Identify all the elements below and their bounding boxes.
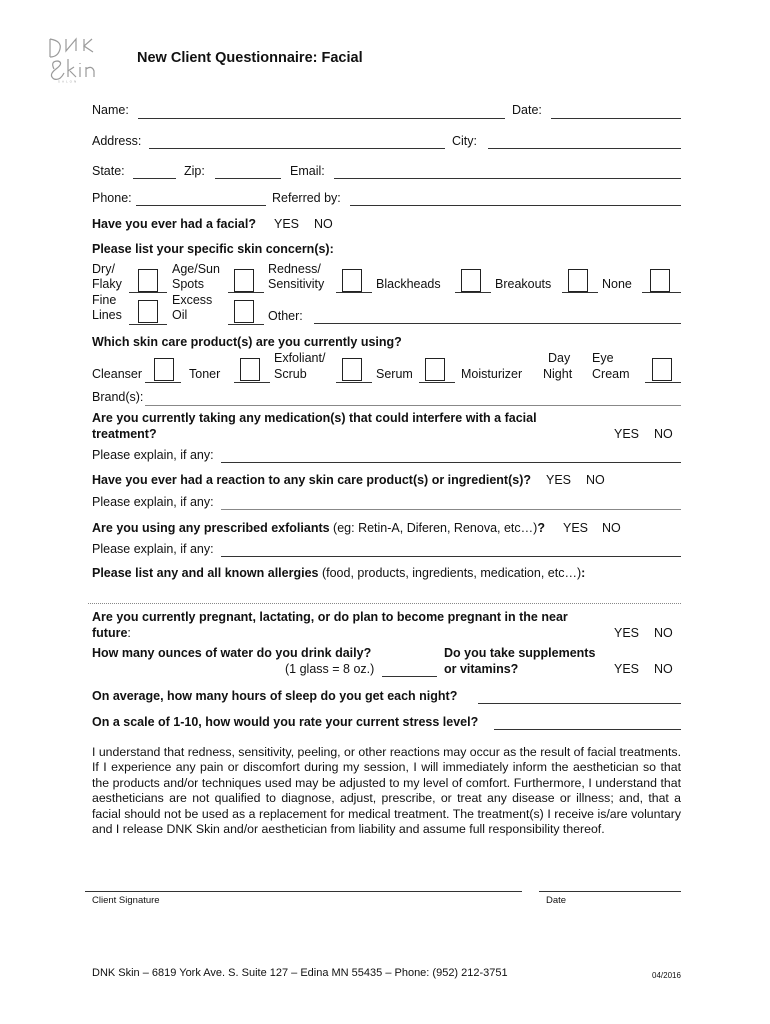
allergies-question — [92, 566, 585, 581]
reaction-question: Have you ever had a reaction to any skin care product(s) or ingredient(s)? — [92, 473, 532, 487]
water-question: How many ounces of water do you drink daily? — [92, 646, 372, 660]
name-field[interactable] — [138, 118, 505, 119]
pregnant-yes[interactable]: YES — [614, 626, 640, 640]
referred-field[interactable] — [350, 205, 681, 206]
dry-underline — [129, 292, 167, 293]
zip-field[interactable] — [215, 178, 281, 179]
pregnant-question-1: Are you currently pregnant, lactating, or do plan to become pregnant in the near — [92, 610, 568, 624]
page-title: New Client Questionnaire: Facial — [137, 50, 363, 66]
toner-checkbox[interactable] — [240, 358, 260, 381]
reaction-yes[interactable]: YES — [546, 473, 572, 487]
dry-label-1: Dry/ — [92, 262, 115, 276]
skin-concerns-heading: Please list your specific skin concern(s): — [92, 242, 334, 256]
breakouts-underline — [562, 292, 598, 293]
sleep-field[interactable] — [478, 703, 681, 704]
exfoliants-question-examples: (eg: Retin-A, Diferen, Renova, etc…) — [329, 521, 538, 535]
redness-label-2: Sensitivity — [268, 277, 325, 291]
dry-checkbox[interactable] — [138, 269, 158, 292]
date-field[interactable] — [551, 118, 681, 119]
dnk-skin-logo-icon — [40, 35, 102, 83]
state-label: State: — [92, 164, 125, 178]
blackheads-label: Blackheads — [376, 277, 441, 291]
phone-label: Phone: — [92, 191, 132, 205]
none-underline — [642, 292, 681, 293]
medication-explain-label: Please explain, if any: — [92, 448, 214, 462]
exfoliants-question — [92, 521, 545, 536]
excess-oil-checkbox[interactable] — [234, 300, 254, 323]
none-checkbox[interactable] — [650, 269, 670, 292]
exfoliant-underline — [336, 382, 372, 383]
stress-field[interactable] — [494, 729, 681, 730]
medication-explain-field[interactable] — [221, 462, 681, 463]
client-signature-field[interactable] — [85, 891, 522, 892]
cleanser-underline — [145, 382, 181, 383]
supplements-no[interactable]: NO — [654, 662, 673, 676]
toner-underline — [234, 382, 270, 383]
supplements-question-1: Do you take supplements — [444, 646, 596, 660]
blackheads-underline — [455, 292, 491, 293]
cleanser-label: Cleanser — [92, 367, 143, 381]
fine-label-2: Lines — [92, 308, 122, 322]
facial-question: Have you ever had a facial? — [92, 217, 256, 231]
medication-yes[interactable]: YES — [614, 427, 640, 441]
signature-date-label: Date — [546, 895, 567, 906]
footer-form-code: 04/2016 — [652, 971, 681, 980]
brands-label: Brand(s): — [92, 390, 144, 404]
exfoliants-yes[interactable]: YES — [563, 521, 589, 535]
reaction-explain-label: Please explain, if any: — [92, 495, 214, 509]
facial-no[interactable]: NO — [314, 217, 333, 231]
consent-paragraph: I understand that redness, sensitivity, peeling, or other reactions may occur as the result of facial treatments. If I experience any pain or discomfort during my session, I will immediately inform the aesthetician so that the products and/or techniques used may be adjusted to my level of comfort. Furthermore, I understand that aestheticians are not qualified to diagnose, adjust, prescribe, or treat any disease or illness; and, that a facial should not be used as a replacement for medical treatment. The treatment(s) I receive is/are voluntary and I release DNK Skin and/or aesthetician from liability and assume full responsibility thereof. — [92, 745, 681, 837]
pregnant-no[interactable]: NO — [654, 626, 673, 640]
serum-underline — [419, 382, 455, 383]
exfoliants-explain-label: Please explain, if any: — [92, 542, 214, 556]
pregnant-question-2 — [92, 626, 131, 641]
allergies-question-end: : — [581, 566, 586, 580]
exfoliants-no[interactable]: NO — [602, 521, 621, 535]
allergies-question-examples: (food, products, ingredients, medication, etc…) — [318, 566, 582, 580]
blackheads-checkbox[interactable] — [461, 269, 481, 292]
referred-label: Referred by: — [272, 191, 341, 205]
city-label: City: — [452, 134, 477, 148]
products-heading: Which skin care product(s) are you currently using? — [92, 335, 402, 349]
date-label: Date: — [512, 103, 542, 117]
svg-text:SALON: SALON — [58, 79, 79, 83]
dry-label-2: Flaky — [92, 277, 122, 291]
exfoliant-checkbox[interactable] — [342, 358, 362, 381]
water-field[interactable] — [382, 676, 437, 677]
reaction-explain-field[interactable] — [221, 509, 681, 510]
none-label: None — [602, 277, 632, 291]
supplements-question-2: or vitamins? — [444, 662, 519, 676]
supplements-yes[interactable]: YES — [614, 662, 640, 676]
fine-label-1: Fine — [92, 293, 117, 307]
fine-lines-checkbox[interactable] — [138, 300, 158, 323]
pregnant-question-future: future — [92, 626, 128, 640]
exfoliants-question-bold: Are you using any prescribed exfoliants — [92, 521, 330, 535]
footer-address: DNK Skin – 6819 York Ave. S. Suite 127 – Edina MN 55435 – Phone: (952) 212-3751 — [92, 967, 508, 979]
exfoliant-label-2: Scrub — [274, 367, 307, 381]
daynight-label-1: Day — [548, 351, 571, 365]
moisturizer-label: Moisturizer — [461, 367, 523, 381]
address-field[interactable] — [149, 148, 445, 149]
medication-question-1: Are you currently taking any medication(s) that could interfere with a facial — [92, 411, 537, 425]
signature-date-field[interactable] — [539, 891, 681, 892]
toner-label: Toner — [189, 367, 221, 381]
exfoliants-question-end: ? — [537, 521, 545, 535]
agesun-label-1: Age/Sun — [172, 262, 220, 276]
excess-label-2: Oil — [172, 308, 188, 322]
email-label: Email: — [290, 164, 325, 178]
cleanser-checkbox[interactable] — [154, 358, 174, 381]
allergies-field[interactable] — [88, 603, 681, 604]
city-field[interactable] — [488, 148, 681, 149]
medication-no[interactable]: NO — [654, 427, 673, 441]
client-signature-label: Client Signature — [92, 895, 160, 906]
other-field[interactable] — [314, 323, 681, 324]
daynight-label-2: Night — [543, 367, 573, 381]
agesun-underline — [228, 292, 264, 293]
excess-label-1: Excess — [172, 293, 213, 307]
redness-underline — [336, 292, 372, 293]
agesun-label-2: Spots — [172, 277, 204, 291]
redness-label-1: Redness/ — [268, 262, 321, 276]
water-subtext: (1 glass = 8 oz.) — [285, 662, 375, 676]
breakouts-checkbox[interactable] — [568, 269, 588, 292]
breakouts-label: Breakouts — [495, 277, 552, 291]
sleep-question: On average, how many hours of sleep do you get each night? — [92, 689, 458, 703]
reaction-no[interactable]: NO — [586, 473, 605, 487]
eyecream-underline — [645, 382, 681, 383]
name-label: Name: — [92, 103, 129, 117]
email-field[interactable] — [334, 178, 681, 179]
zip-label: Zip: — [184, 164, 205, 178]
serum-checkbox[interactable] — [425, 358, 445, 381]
eyecream-checkbox[interactable] — [652, 358, 672, 381]
stress-question: On a scale of 1-10, how would you rate your current stress level? — [92, 715, 479, 729]
eyecream-label-2: Cream — [592, 367, 630, 381]
eyecream-label-1: Eye — [592, 351, 614, 365]
redness-checkbox[interactable] — [342, 269, 362, 292]
other-label: Other: — [268, 309, 303, 323]
allergies-question-bold: Please list any and all known allergies — [92, 566, 319, 580]
medication-question-2: treatment? — [92, 427, 157, 441]
address-label: Address: — [92, 134, 142, 148]
facial-yes[interactable]: YES — [274, 217, 300, 231]
agesun-checkbox[interactable] — [234, 269, 254, 292]
excess-underline — [228, 324, 264, 325]
exfoliant-label-1: Exfoliant/ — [274, 351, 326, 365]
state-field[interactable] — [133, 178, 176, 179]
serum-label: Serum — [376, 367, 413, 381]
brands-field[interactable] — [145, 405, 681, 406]
exfoliants-explain-field[interactable] — [221, 556, 681, 557]
phone-field[interactable] — [136, 205, 266, 206]
pregnant-question-colon: : — [127, 626, 131, 640]
fine-underline — [129, 324, 167, 325]
